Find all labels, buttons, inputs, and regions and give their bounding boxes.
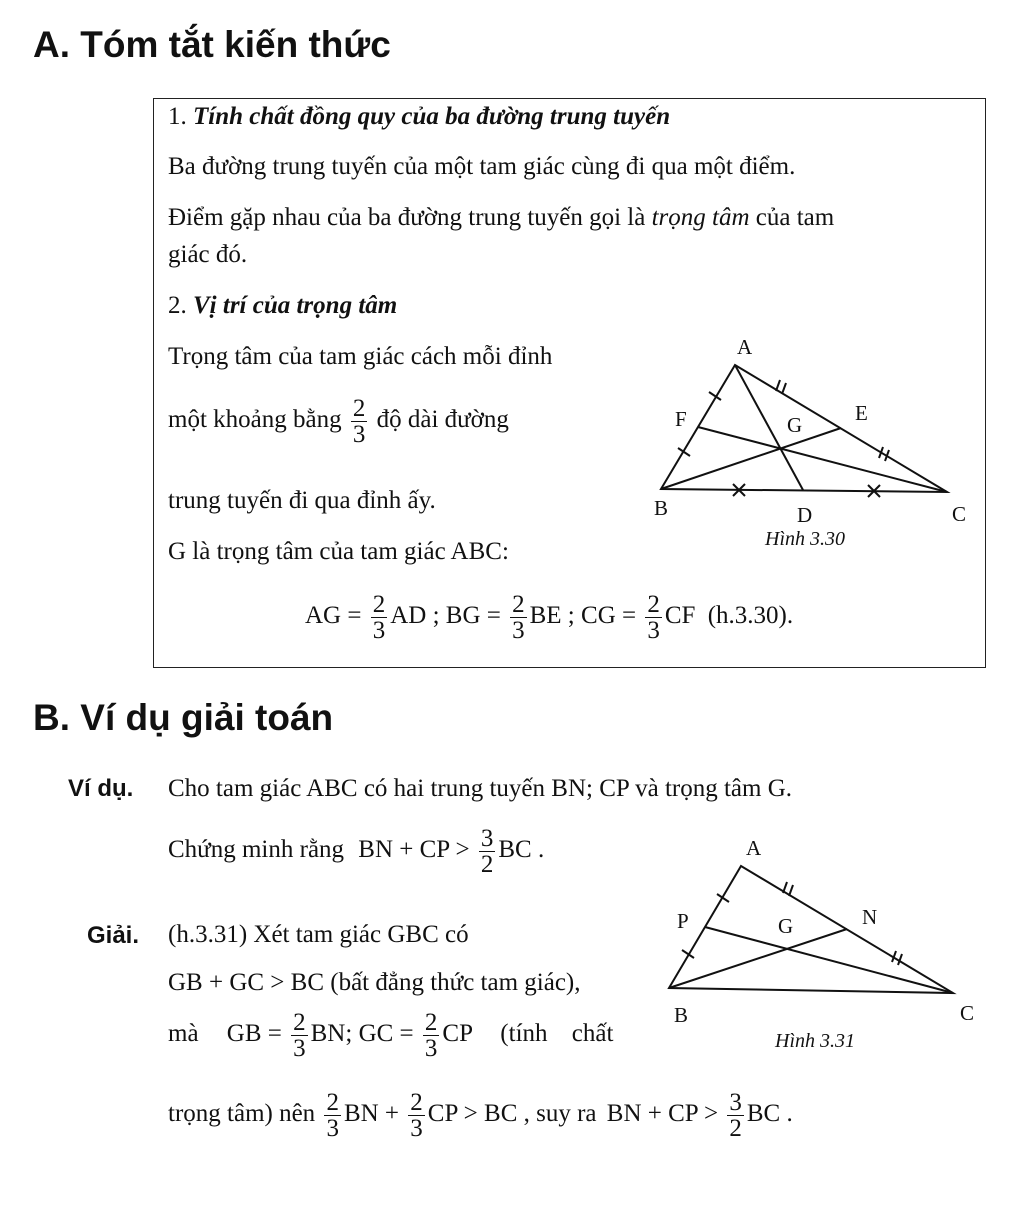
fraction-numerator: 2 (647, 591, 660, 618)
line-text: độ dài đường (376, 406, 509, 434)
property-2-line-1: Trọng tâm của tam giác cách mỗi đỉnh (168, 343, 553, 370)
vertex-label-b: B (674, 1003, 689, 1027)
formula-text: BE ; (529, 602, 575, 630)
vertex-label-a: A (737, 335, 753, 359)
median-be (661, 428, 841, 489)
formula-text: CP (442, 1020, 473, 1048)
formula-text: GC = (358, 1020, 414, 1048)
property-2-number: 2. (168, 292, 187, 319)
formula-text: CP > BC , suy ra (427, 1100, 597, 1128)
property-2-title: Vị trí của trọng tâm (193, 292, 398, 319)
property-1-title: Tính chất đồng quy của ba đường trung tuyến (193, 103, 671, 130)
median-cp (705, 927, 953, 993)
fraction (351, 396, 368, 447)
prove-statement (168, 826, 544, 877)
fraction-numerator: 2 (293, 1009, 306, 1036)
vertex-label-f: F (675, 407, 687, 431)
fraction-numerator: 3 (729, 1089, 742, 1116)
formula-text: BG = (445, 602, 501, 630)
vertex-label-b: B (654, 496, 669, 520)
property-1-number: 1. (168, 103, 187, 130)
tick-mark (789, 885, 793, 896)
figure-3-30 (640, 330, 1000, 560)
figure-3-31 (650, 830, 990, 1030)
fraction-denominator: 3 (372, 617, 386, 644)
formula-text: AG = (305, 602, 362, 630)
formula-text: CG = (581, 602, 637, 630)
formula-text: BC . (498, 836, 545, 864)
section-b-title: B. Ví dụ giải toán (33, 697, 334, 738)
fraction-denominator: 3 (352, 421, 366, 448)
line-text: (tính (500, 1020, 548, 1048)
fraction-denominator: 3 (326, 1115, 339, 1142)
section-a-title: A. Tóm tắt kiến thức (33, 24, 391, 65)
line-text: Chứng minh rằng (168, 836, 345, 864)
solution-line-1: (h.3.31) Xét tam giác GBC có (168, 921, 469, 948)
fraction-denominator: 2 (480, 851, 494, 878)
property-1-heading (168, 102, 670, 132)
tick-mark (782, 383, 786, 394)
property-1-line-1: Ba đường trung tuyến của một tam giác cùng đi qua một điểm. (168, 153, 796, 180)
property-1-line-2 (168, 203, 834, 233)
line-text: chất (571, 1020, 614, 1048)
fraction (371, 592, 388, 643)
point-label-g: G (787, 413, 803, 437)
line-text: mà (168, 1020, 199, 1048)
property-2-heading (168, 291, 397, 321)
fraction-denominator: 3 (410, 1115, 423, 1142)
solution-line-3 (168, 1010, 613, 1061)
vertex-label-c: C (952, 502, 967, 526)
line-text: của tam (749, 204, 835, 231)
line-text: một khoảng bằng (168, 406, 342, 434)
fraction (291, 1010, 308, 1061)
property-2-line-4: G là trọng tâm của tam giác ABC: (168, 538, 509, 565)
fraction-numerator: 2 (326, 1089, 339, 1116)
example-label: Ví dụ. (68, 775, 134, 802)
solution-label: Giải. (87, 922, 140, 949)
fraction-numerator: 2 (424, 1009, 438, 1036)
fraction-numerator: 2 (410, 1089, 423, 1116)
formula-text: BN + (343, 1100, 400, 1128)
vertex-label-e: E (855, 401, 868, 425)
formula-text: BN; (310, 1020, 353, 1048)
vertex-label-c: C (960, 1001, 975, 1025)
fraction-numerator: 2 (352, 395, 366, 422)
property-2-line-3: trung tuyến đi qua đỉnh ấy. (168, 487, 436, 514)
property-2-line-2 (168, 396, 509, 447)
fraction (510, 592, 527, 643)
formula-text: BC . (746, 1100, 793, 1128)
line-text: trọng tâm) nên (168, 1100, 316, 1128)
formula-text: GB = (226, 1020, 282, 1048)
figure-reference: (h.3.30). (707, 602, 794, 630)
solution-line-2: GB + GC > BC (bất đẳng thức tam giác), (168, 969, 581, 996)
centroid-term: trọng tâm (651, 204, 750, 231)
formula-text: AD ; (390, 602, 440, 630)
vertex-label-p: P (677, 909, 689, 933)
fraction (408, 1090, 425, 1141)
fraction-denominator: 3 (293, 1035, 306, 1062)
fraction-denominator: 3 (647, 617, 660, 644)
fraction-numerator: 2 (372, 591, 386, 618)
formula-text: BN + CP > (606, 1100, 719, 1128)
fraction (423, 1010, 440, 1061)
centroid-formula (305, 592, 793, 643)
fraction-denominator: 3 (512, 617, 525, 644)
fraction (727, 1090, 744, 1141)
fraction-denominator: 2 (729, 1115, 742, 1142)
tick-mark (776, 380, 780, 391)
example-statement: Cho tam giác ABC có hai trung tuyến BN; CP và trọng tâm G. (168, 775, 793, 802)
property-1-line-3: giác đó. (168, 241, 248, 268)
vertex-label-a: A (746, 836, 762, 860)
vertex-label-n: N (862, 905, 878, 929)
fraction (645, 592, 662, 643)
fraction-numerator: 3 (480, 825, 494, 852)
fraction-denominator: 3 (424, 1035, 438, 1062)
formula-text: CF (664, 602, 696, 630)
fraction (324, 1090, 341, 1141)
vertex-label-d: D (797, 503, 813, 527)
line-text: Điểm gặp nhau của ba đường trung tuyến gọi là (168, 204, 652, 231)
fraction-numerator: 2 (512, 591, 525, 618)
figure-3-30-caption: Hình 3.30 (765, 528, 845, 550)
solution-line-4 (168, 1090, 793, 1141)
fraction (479, 826, 496, 877)
point-label-g: G (778, 914, 794, 938)
figure-3-31-caption: Hình 3.31 (775, 1030, 855, 1052)
median-cf (698, 427, 947, 492)
formula-text: BN + CP > (358, 836, 470, 864)
